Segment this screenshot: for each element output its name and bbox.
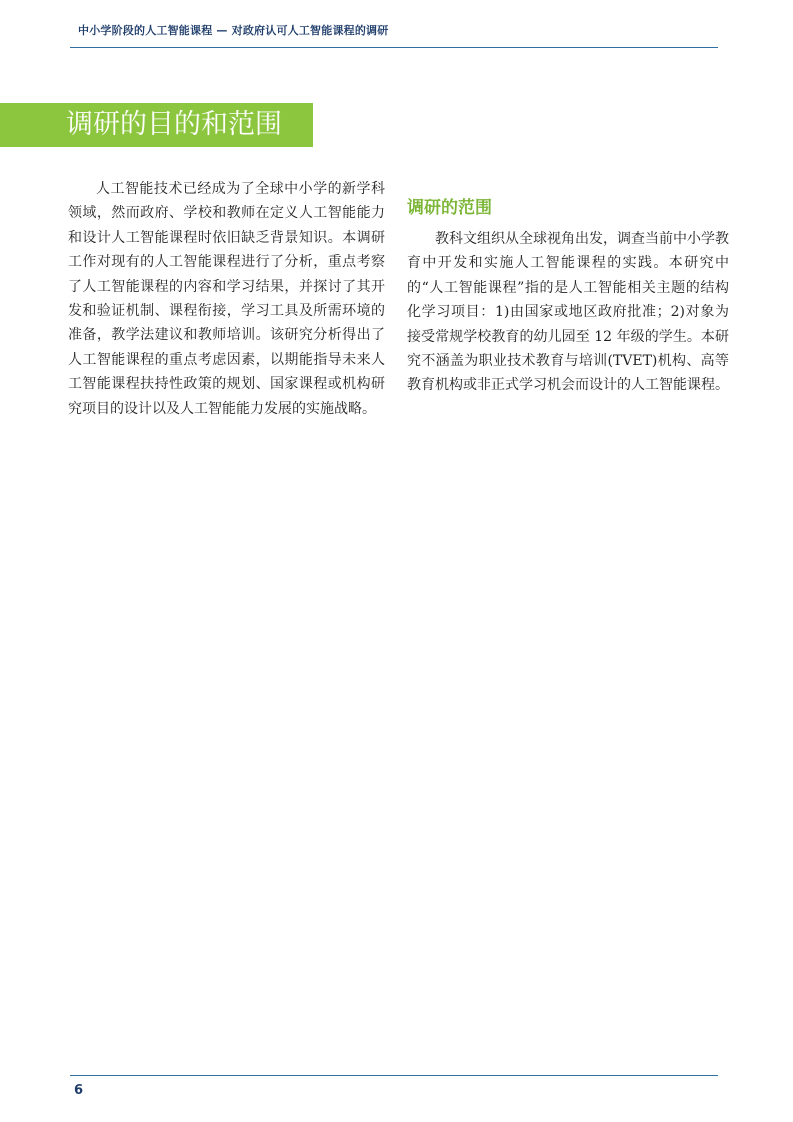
footer-divider	[70, 1075, 718, 1076]
running-header: 中小学阶段的人工智能课程 — 对政府认可人工智能课程的调研	[78, 24, 389, 37]
section-title: 调研的目的和范围	[66, 109, 282, 140]
body-paragraph-purpose: 人工智能技术已经成为了全球中小学的新学科领域，然而政府、学校和教师在定义人工智能能力和设计人工智能课程时依旧缺乏背景知识。本调研工作对现有的人工智能课程进行了分析，重点考察了人工智能课程的内容和学习结果，并探讨了其开发和验证机制、课程衔接，学习工具及所需环境的准备，教学法建议和教师培训。该研究分析得出了人工智能课程的重点考虑因素，以期能指导未来人工智能课程扶持性政策的规划、国家课程或机构研究项目的设计以及人工智能能力发展的实施战略。	[68, 181, 385, 417]
right-column	[407, 227, 729, 398]
page-number: 6	[74, 1083, 84, 1098]
body-paragraph-scope: 教科文组织从全球视角出发，调查当前中小学教育中开发和实施人工智能课程的实践。本研究中的“人工智能课程”指的是人工智能相关主题的结构化学习项目：1)由国家或地区政府批准；2)对象为接受常规学校教育的幼儿园至 12 年级的学生。本研究不涵盖为职业技术教育与培训(TVET)机构、高等教育机构或非正式学习机会而设计的人工智能课程。	[407, 231, 729, 394]
header-divider	[70, 47, 718, 48]
section-title-band	[0, 103, 313, 147]
left-column	[68, 177, 385, 421]
scope-subheading: 调研的范围	[407, 198, 492, 218]
